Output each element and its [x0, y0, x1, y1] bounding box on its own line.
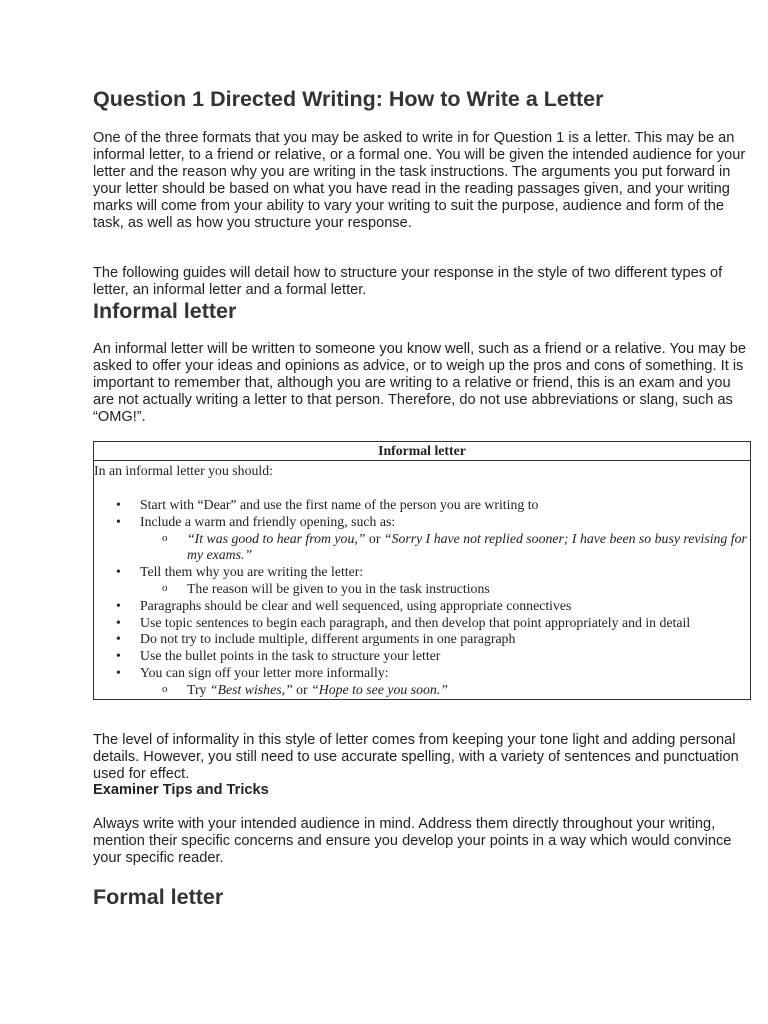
sub-list-item: o The reason will be given to you in the task instructions [140, 581, 750, 598]
sub-list-item: o Try “Best wishes,” or “Hope to see you soon.” [140, 682, 750, 699]
informal-letter-heading: Informal letter [93, 299, 237, 323]
intro-paragraph: One of the three formats that you may be asked to write in for Question 1 is a letter. This may be an informal letter, to a friend or relative, or a formal one. You will be given the intended audience for your letter and the reason why you are writing in the task instructions. The arguments you put forward in your letter should be based on what you have read in the reading passages given, and your writing marks will come from your ability to vary your writing to suit the purpose, audience and form of the task, as well as how you structure your response. [93, 130, 746, 231]
formal-letter-heading: Formal letter [93, 885, 224, 909]
examiner-tips-paragraph: Always write with your intended audience in mind. Address them directly throughout your writing, mention their specific concerns and ensure you develop your points in a way which would convince your specific reader. [93, 816, 732, 866]
sub-list [140, 682, 750, 699]
informal-letter-table [93, 441, 751, 700]
table-intro: In an informal letter you should: [94, 463, 273, 478]
informal-letter-paragraph: An informal letter will be written to someone you know well, such as a friend or a relative. You may be asked to offer your ideas and opinions as advice, or to weigh up the pros and cons of something. It is important to remember that, although you are writing to a relative or friend, this is an exam and you are not actually writing a letter to that person. Therefore, do not use abbreviations or slang, such as “OMG!”. [93, 341, 746, 425]
sub-list-item: o “It was good to hear from you,” or “Sorry I have not replied sooner; I have been so busy revising for my exams.” [140, 531, 750, 565]
table-body [94, 461, 751, 700]
list-item: • Use topic sentences to begin each paragraph, and then develop that point appropriately and in detail [94, 615, 750, 632]
bullet-list [94, 497, 750, 699]
list-item: • Start with “Dear” and use the first name of the person you are writing to [94, 497, 750, 514]
list-item: • You can sign off your letter more informally: o Try “Best wishes,” or “Hope to see you soon.” [94, 665, 750, 699]
informality-paragraph: The level of informality in this style of letter comes from keeping your tone light and adding personal details. However, you still need to use accurate spelling, with a variety of sentences and punctuation used for effect. [93, 732, 739, 782]
list-item: • Use the bullet points in the task to structure your letter [94, 648, 750, 665]
guides-paragraph: The following guides will detail how to structure your response in the style of two different types of letter, an informal letter and a formal letter. [93, 265, 723, 298]
table-header: Informal letter [94, 442, 751, 461]
sub-list [140, 581, 750, 598]
examiner-tips-heading: Examiner Tips and Tricks [93, 782, 269, 798]
sub-list [140, 531, 750, 565]
list-item: • Tell them why you are writing the letter: o The reason will be given to you in the task instructions [94, 564, 750, 598]
list-item: • Paragraphs should be clear and well sequenced, using appropriate connectives [94, 598, 750, 615]
page-title: Question 1 Directed Writing: How to Write a Letter [93, 87, 604, 111]
list-item: • Include a warm and friendly opening, such as: o “It was good to hear from you,” or “Sorry I have not replied sooner; I have been so busy revising for my exams.” [94, 514, 750, 564]
list-item: • Do not try to include multiple, different arguments in one paragraph [94, 631, 750, 648]
